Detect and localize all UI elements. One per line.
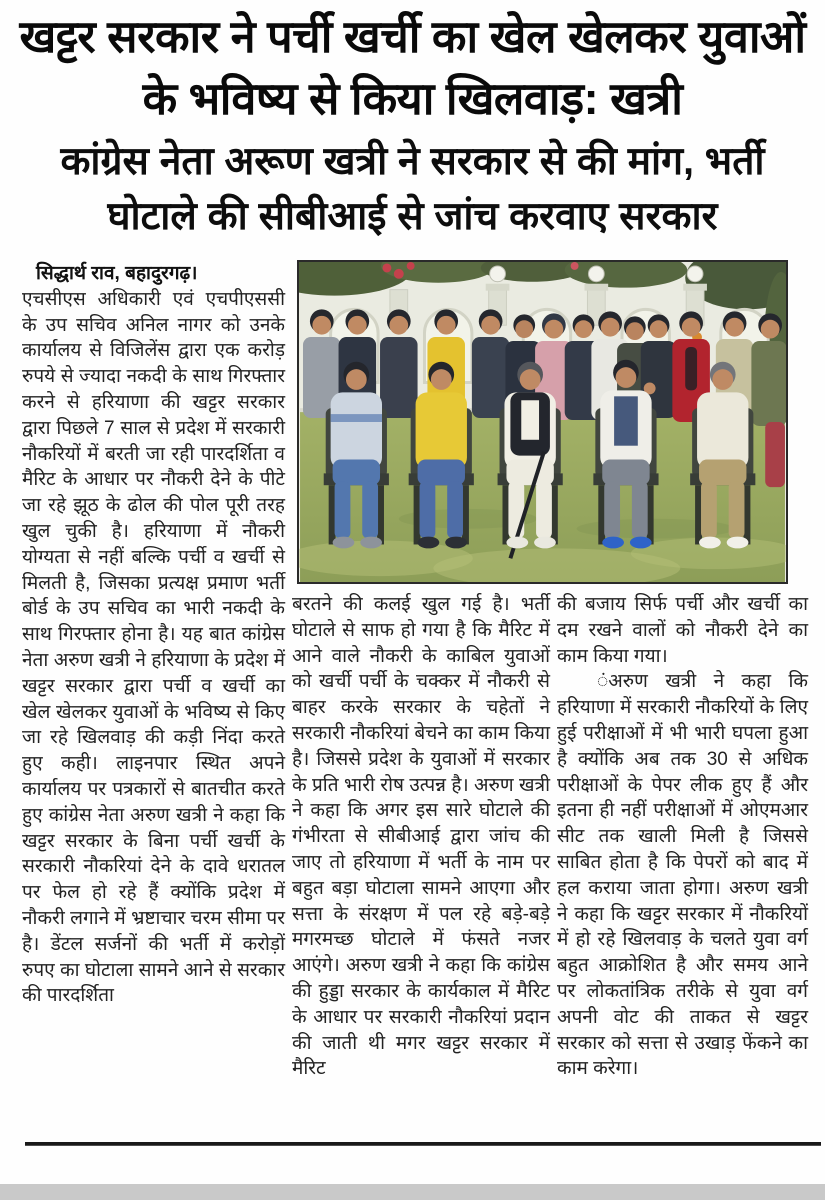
headline: खट्टर सरकार ने पर्ची खर्ची का खेल खेलकर युवाओं के भविष्य से किया खिलवाड़: खत्री [19,11,806,124]
column-1-paragraph: एचसीएस अधिकारी एवं एचपीएससी के उप सचिव अनिल नागर को उनके कार्यालय से विजिलेंस द्वारा एक करोड़ रुपये से ज्यादा नकदी के साथ गिरफ्तार करने से हरियाणा की खट्टर सरकार द्वारा पिछले 7 साल से प्रदेश में सरकारी नौकरियों में बरती जा रही पारदर्शिता व मैरिट के आधार पर नौकरी देने के पीटे जा रहे झूठ के ढोल की पोल पूरी तरह खुल चुकी है। हरियाणा में नौकरी योग्यता से नहीं बल्कि पर्ची व खर्ची से मिलती है, जिसका प्रत्यक्ष प्रमाण भर्ती बोर्ड के उप सचिव का भारी नकदी के साथ गिरफ्तार होना है। यह बात कांग्रेस नेता अरुण खत्री ने हरियाणा के प्रदेश में खट्टर सरकार द्वारा पर्ची व खर्ची का खेल खेलकर युवाओं के भविष्य से किए जा रहे खिलवाड़ की कड़ी निंदा करते हुए कही। लाइनपार स्थित अपने कार्यालय पर पत्रकारों से बातचीत करते हुए कांग्रेस नेता अरुण खत्री ने कहा कि खट्टर सरकार के बिना पर्ची खर्ची के सरकारी नौकरियां देने के दावे धरातल पर फेल हो रहे हैं क्योंकि प्रदेश में नौकरी लगाने में भ्रष्टाचार चरम सीमा पर है। डेंटल सर्जनों की भर्ती में करोड़ों रुपए का घोटाला सामने आने से सरकार की पारदर्शिता [22,288,285,1007]
byline: सिद्धार्थ राव, बहादुरगढ़। [36,263,198,284]
column-3-paragraph-2: ंअरुण खत्री ने कहा कि हरियाणा में सरकारी नौकरियों के लिए हुई परीक्षाओं में भी भारी घपला हुआ है क्योंकि अब तक 30 से अधिक परीक्षाओं के पेपर लीक हुए हैं और इतना ही नहीं परीक्षाओं में ओएमआर सीट तक खाली मिली है जिससे साबित होता है कि पेपरों को बाद में हल कराया जाता होगा। अरुण खत्री ने कहा कि खट्टर सरकार में नौकरियों में हो रहे खिलवाड़ के चलते युवा वर्ग बहुत आक्रोशित है और समय आने पर लोकतांत्रिक तरीके से युवा वर्ग अपनी वोट की ताकत से खट्टर सरकार को सत्ता से उखाड़ फेंकने का काम करेगा। [557,671,808,1080]
subheadline: कांग्रेस नेता अरूण खत्री ने सरकार से की मांग, भर्ती घोटाले की सीबीआई से जांच करवाए सरकार [60,140,765,238]
photo-illustration [299,262,786,582]
column-2-paragraph: बरतने की कलई खुल गई है। भर्ती घोटाले से साफ हो गया है कि मैरिट में आने वाले नौकरी के काबिल युवाओं को खर्ची पर्ची के चक्कर में नौकरी से बाहर करके सरकार के चहेतों ने सरकारी नौकरियां बेचने का काम किया है। जिससे प्रदेश के युवाओं में सरकार के प्रति भारी रोष उत्पन्न है। अरुण खत्री ने कहा कि अगर इस सारे घोटाले की गंभीरता से सीबीआई द्वारा जांच की जाए तो हरियाणा में भर्ती के नाम पर बहुत बड़ा घोटाला सामने आएगा और सत्ता के संरक्षण में पल रहे बड़े-बड़े मगरमच्छ घोटाले में फंसते नजर आएंगे। अरुण खत्री ने कहा कि कांग्रेस की हुड्डा सरकार के कार्यकाल में मैरिट के आधार पर सरकारी नौकरियां प्रदान की जाती थी मगर खट्टर सरकार में मैरिट [292,594,550,1080]
text-column-2 [292,592,550,1144]
text-column-1 [22,261,285,1143]
column-3-paragraph-1: की बजाय सिर्फ पर्ची और खर्ची का दम रखने वालों को नौकरी देने का काम किया गया। [557,594,808,667]
article-photo [297,260,788,584]
page-edge-band [0,1184,825,1200]
bottom-rule [25,1142,821,1146]
text-column-3 [557,592,808,1144]
